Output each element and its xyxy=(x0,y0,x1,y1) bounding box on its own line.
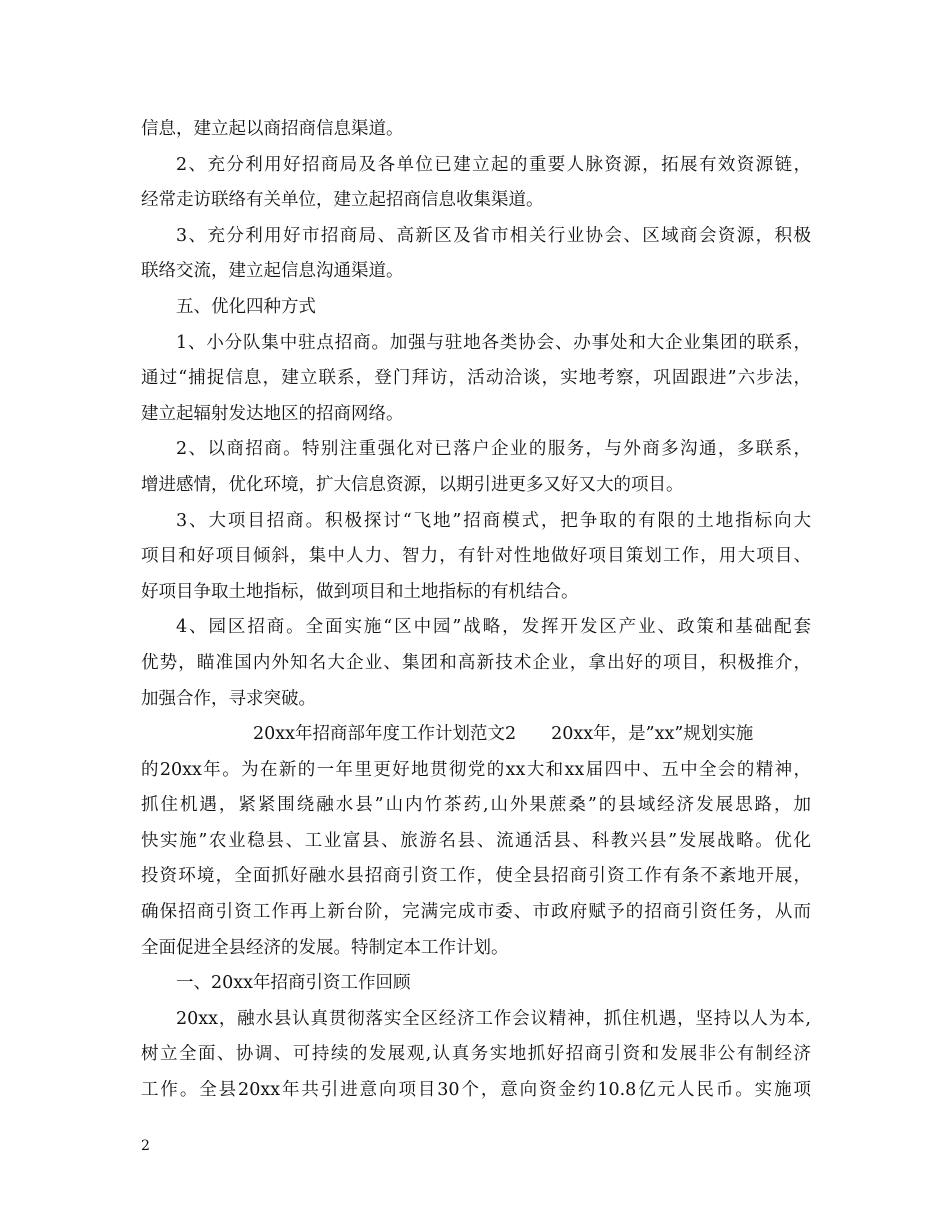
text-line: 建立起辐射发达地区的招商网络。 xyxy=(141,403,404,424)
text-line: 2、充分利用好招商局及各单位已建立起的重要人脉资源，拓展有效资源链， xyxy=(176,154,811,175)
text-line: 抓住机遇，紧紧围绕融水县”山内竹茶药,山外果蔗桑”的县域经济发展思路，加 xyxy=(141,795,811,816)
page-number: 2 xyxy=(141,1138,150,1154)
text-line: 的20xx年。为在新的一年里更好地贯彻党的xx大和xx届四中、五中全会的精神， xyxy=(141,759,811,780)
text-line: 树立全面、协调、可持续的发展观,认真务实地抓好招商引资和发展非公有制经济 xyxy=(141,1044,811,1065)
text-line: 加强合作，寻求突破。 xyxy=(141,688,316,709)
text-line: 3、大项目招商。积极探讨“飞地”招商模式，把争取的有限的土地指标向大 xyxy=(176,510,811,531)
text-line: 2、以商招商。特别注重强化对已落户企业的服务，与外商多沟通，多联系， xyxy=(176,439,811,460)
text-line: 五、优化四种方式 xyxy=(176,296,316,317)
text-line: 20xx年招商部年度工作计划范文2 20xx年，是”xx”规划实施 xyxy=(253,724,754,745)
text-line: 确保招商引资工作再上新台阶，完满完成市委、市政府赋予的招商引资任务，从而 xyxy=(141,902,811,923)
text-line: 快实施”农业稳县、工业富县、旅游名县、流通活县、科教兴县”发展战略。优化 xyxy=(141,830,811,851)
text-line: 工作。全县20xx年共引进意向项目30个，意向资金约10.8亿元人民币。实施项 xyxy=(141,1080,811,1101)
text-line: 3、充分利用好市招商局、高新区及省市相关行业协会、区域商会资源，积极 xyxy=(176,225,811,246)
text-line: 通过“捕捉信息，建立联系，登门拜访，活动洽谈，实地考察，巩固跟进”六步法， xyxy=(141,368,811,389)
text-line: 1、小分队集中驻点招商。加强与驻地各类协会、办事处和大企业集团的联系， xyxy=(176,332,811,353)
text-line: 增进感情，优化环境，扩大信息资源，以期引进更多又好又大的项目。 xyxy=(141,474,684,495)
document-body xyxy=(141,112,811,1109)
text-line: 项目和好项目倾斜，集中人力、智力，有针对性地做好项目策划工作，用大项目、 xyxy=(141,546,811,567)
text-line: 好项目争取土地指标，做到项目和土地指标的有机结合。 xyxy=(141,581,579,602)
text-line: 一、20xx年招商引资工作回顾 xyxy=(176,973,411,994)
text-line: 联络交流，建立起信息沟通渠道。 xyxy=(141,261,404,282)
text-line: 信息，建立起以商招商信息渠道。 xyxy=(141,119,404,139)
text-line: 20xx，融水县认真贯彻落实全区经济工作会议精神，抓住机遇，坚持以人为本, xyxy=(176,1008,811,1029)
text-line: 优势，瞄准国内外知名大企业、集团和高新技术企业，拿出好的项目，积极推介， xyxy=(141,652,811,673)
text-line: 4、园区招商。全面实施“区中园”战略，发挥开发区产业、政策和基础配套 xyxy=(176,617,811,638)
text-line: 经常走访联络有关单位，建立起招商信息收集渠道。 xyxy=(141,190,544,211)
text-line: 全面促进全县经济的发展。特制定本工作计划。 xyxy=(141,937,509,958)
text-line: 投资环境，全面抓好融水县招商引资工作，使全县招商引资工作有条不紊地开展， xyxy=(141,866,811,887)
